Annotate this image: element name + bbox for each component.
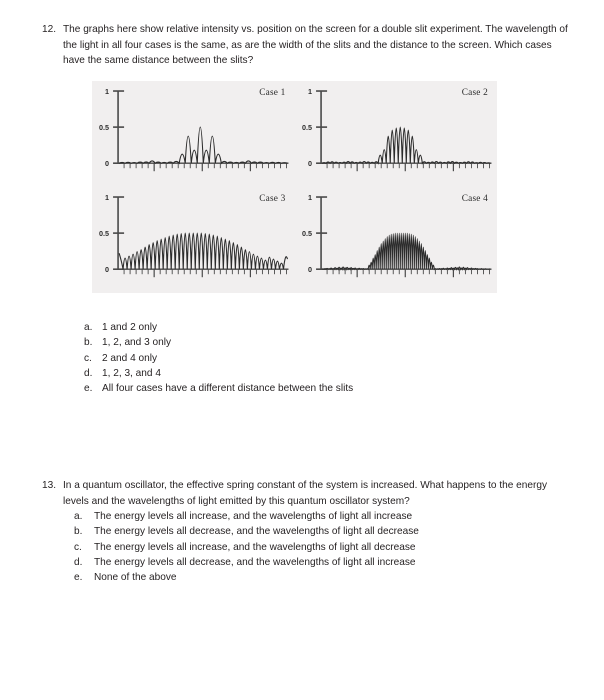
option-d[interactable]: [84, 366, 554, 381]
ytick-0-case-1: 0: [105, 159, 110, 169]
ytick-1-case-1: 1: [105, 87, 110, 97]
chart-case-1-title: Case 1: [259, 88, 286, 98]
option-b-text: The energy levels all decrease, and the wavelengths of light all decrease: [94, 526, 419, 538]
intensity-curve-case-4: [322, 233, 490, 269]
axes-case-1: [99, 87, 288, 168]
intensity-curve-case-3: [119, 233, 287, 269]
option-d-text: The energy levels all decrease, and the wavelengths of light all increase: [94, 556, 416, 568]
chart-case-3-title: Case 3: [259, 194, 286, 205]
question-12-number: 12.: [42, 24, 57, 35]
option-e-letter: e.: [84, 383, 93, 395]
ytick-0.5-case-3: 0.5: [99, 229, 110, 239]
ytick-0-case-3: 0: [105, 265, 110, 275]
option-b[interactable]: [84, 335, 554, 350]
ytick-1-case-4: 1: [307, 193, 312, 203]
question-12-options: [84, 320, 554, 396]
xticks-case-1: [124, 163, 286, 171]
chart-case-2: [295, 81, 498, 187]
option-b[interactable]: [74, 524, 544, 539]
ytick-0.5-case-2: 0.5: [301, 123, 312, 133]
option-c[interactable]: [74, 540, 544, 555]
option-c-letter: c.: [84, 352, 92, 364]
xticks-case-2: [327, 163, 489, 171]
option-a-text: The energy levels all increase, and the wavelengths of light all increase: [94, 511, 413, 522]
option-c-text: 2 and 4 only: [102, 352, 157, 364]
double-slit-figure: [92, 81, 497, 293]
question-12-header: [42, 22, 572, 69]
option-b-letter: b.: [84, 337, 93, 349]
question-13: [42, 478, 572, 509]
chart-case-1: [92, 81, 295, 187]
chart-case-4: [295, 187, 498, 293]
option-e-text: All four cases have a different distance between the slits: [102, 383, 354, 395]
option-c-letter: c.: [74, 541, 82, 553]
option-e[interactable]: [84, 381, 554, 396]
option-b-text: 1, 2, and 3 only: [102, 337, 172, 349]
option-e[interactable]: [74, 570, 544, 585]
question-13-text: In a quantum oscillator, the effective spring constant of the system is increased. What happens to the energy levels and the wavelengths of light emitted by this quantum oscillator system?: [63, 480, 548, 507]
chart-case-4-title: Case 4: [461, 194, 488, 205]
option-d-text: 1, 2, 3, and 4: [102, 367, 161, 379]
option-a[interactable]: [84, 320, 554, 335]
xticks-case-4: [327, 269, 489, 277]
option-e-text: None of the above: [94, 572, 177, 584]
option-b-letter: b.: [74, 526, 83, 538]
intensity-curve-case-1: [119, 127, 287, 163]
question-13-header: [42, 478, 572, 509]
ytick-0.5-case-1: 0.5: [99, 123, 110, 133]
ytick-0-case-4: 0: [307, 265, 312, 275]
ytick-1-case-3: 1: [105, 193, 110, 203]
option-e-letter: e.: [74, 572, 83, 584]
option-a-letter: a.: [84, 322, 93, 333]
question-13-options: [74, 509, 544, 585]
question-12-text: The graphs here show relative intensity vs. position on the screen for a double slit experiment. The wavelength of the light in all four cases is the same, as are the width of the slits and the distance to the screen. Which cases have the same distance between the slits?: [63, 24, 568, 67]
question-12: [42, 22, 572, 69]
option-c-text: The energy levels all increase, and the wavelengths of light all decrease: [94, 541, 416, 553]
ytick-0.5-case-4: 0.5: [301, 229, 312, 239]
option-c[interactable]: [84, 351, 554, 366]
axes-case-2: [302, 87, 491, 168]
intensity-curve-case-2: [322, 127, 490, 163]
option-d-letter: d.: [74, 556, 83, 568]
ytick-0-case-2: 0: [307, 159, 312, 169]
option-d-letter: d.: [84, 367, 93, 379]
chart-case-3: [92, 187, 295, 293]
chart-case-2-title: Case 2: [461, 88, 488, 98]
ytick-1-case-2: 1: [307, 87, 312, 97]
question-13-number: 13.: [42, 480, 57, 491]
option-a[interactable]: [74, 509, 544, 524]
xticks-case-3: [124, 269, 286, 277]
option-a-text: 1 and 2 only: [102, 322, 157, 333]
option-a-letter: a.: [74, 511, 83, 522]
option-d[interactable]: [74, 555, 544, 570]
